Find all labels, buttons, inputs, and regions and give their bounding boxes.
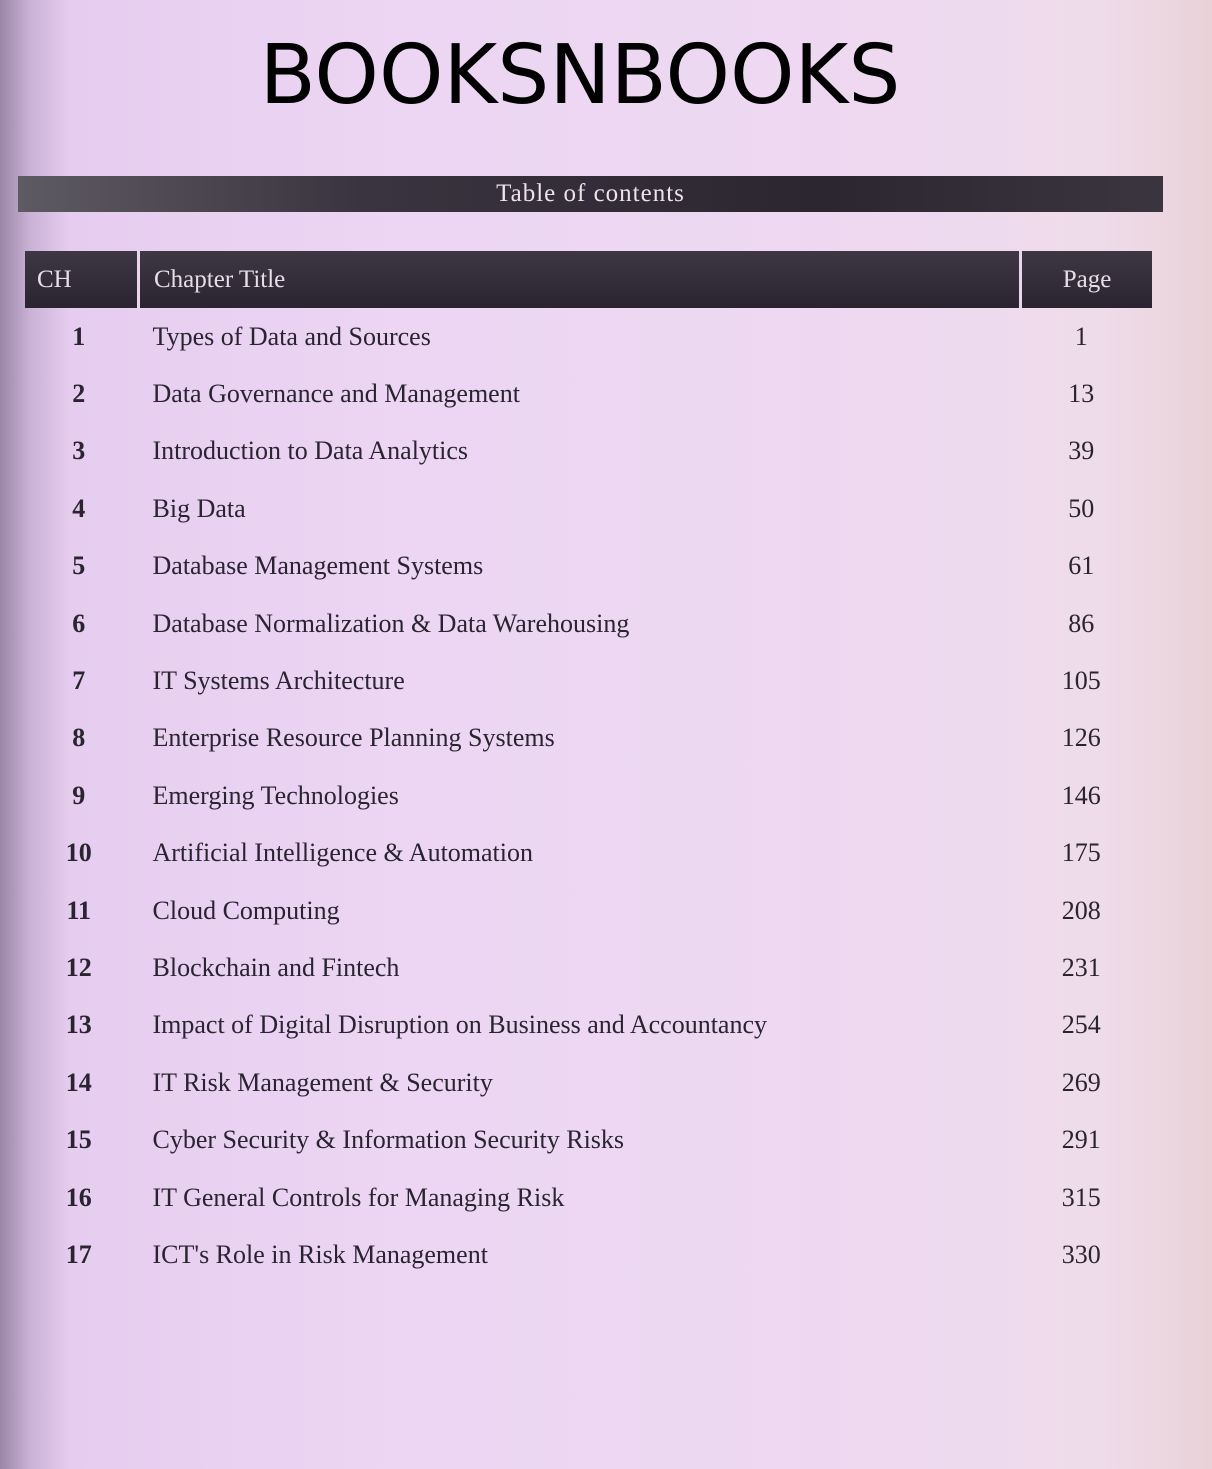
table-row bbox=[25, 825, 1152, 882]
chapter-number: 14 bbox=[65, 1067, 92, 1097]
chapter-page: 86 bbox=[1068, 608, 1095, 638]
chapter-title: Database Normalization & Data Warehousing bbox=[152, 608, 630, 638]
table-row bbox=[25, 480, 1152, 537]
chapter-number: 8 bbox=[72, 723, 86, 753]
chapter-title: Cloud Computing bbox=[152, 895, 340, 925]
chapter-page: 291 bbox=[1061, 1125, 1101, 1155]
chapter-number: 13 bbox=[65, 1010, 92, 1040]
chapter-page: 39 bbox=[1068, 436, 1095, 466]
chapter-title: Enterprise Resource Planning Systems bbox=[152, 723, 555, 753]
chapter-page: 146 bbox=[1061, 780, 1101, 810]
chapter-page: 13 bbox=[1068, 379, 1095, 409]
table-row bbox=[25, 595, 1152, 652]
chapter-number: 9 bbox=[72, 780, 86, 810]
chapter-page: 315 bbox=[1061, 1182, 1101, 1212]
table-row bbox=[25, 939, 1152, 996]
chapter-page: 269 bbox=[1061, 1067, 1101, 1097]
table-row bbox=[25, 538, 1152, 595]
chapter-title: Database Management Systems bbox=[152, 551, 484, 581]
table-row bbox=[25, 308, 1152, 365]
chapter-page: 175 bbox=[1061, 838, 1101, 868]
chapter-title: Introduction to Data Analytics bbox=[152, 436, 469, 466]
toc-body bbox=[25, 308, 1152, 1284]
chapter-number: 12 bbox=[65, 952, 92, 982]
chapter-number: 7 bbox=[72, 666, 86, 696]
chapter-title: Data Governance and Management bbox=[152, 379, 520, 409]
table-row bbox=[25, 652, 1152, 709]
chapter-page: 61 bbox=[1068, 551, 1095, 581]
chapter-title: Big Data bbox=[152, 493, 246, 523]
chapter-number: 15 bbox=[65, 1125, 92, 1155]
chapter-title: IT Risk Management & Security bbox=[152, 1067, 493, 1097]
chapter-page: 208 bbox=[1061, 895, 1101, 925]
chapter-number: 2 bbox=[72, 379, 86, 409]
chapter-number: 10 bbox=[65, 838, 92, 868]
table-row bbox=[25, 1169, 1152, 1226]
chapter-page: 330 bbox=[1061, 1239, 1101, 1269]
chapter-number: 5 bbox=[72, 551, 86, 581]
chapter-number: 16 bbox=[65, 1182, 92, 1212]
brand-title: BOOKSNBOOKS bbox=[259, 28, 901, 123]
chapter-title: Cyber Security & Information Security Risks bbox=[152, 1125, 625, 1155]
column-header-page: Page bbox=[1021, 251, 1153, 308]
toc-table bbox=[25, 251, 1152, 1284]
chapter-page: 1 bbox=[1074, 321, 1088, 351]
chapter-title: Types of Data and Sources bbox=[152, 321, 431, 351]
chapter-title: Artificial Intelligence & Automation bbox=[152, 838, 534, 868]
toc-header-row bbox=[25, 251, 1152, 308]
chapter-page: 254 bbox=[1061, 1010, 1101, 1040]
chapter-title: Blockchain and Fintech bbox=[152, 952, 400, 982]
chapter-number: 4 bbox=[72, 493, 86, 523]
chapter-number: 11 bbox=[66, 895, 92, 925]
chapter-title: ICT's Role in Risk Management bbox=[152, 1239, 488, 1269]
chapter-title: IT General Controls for Managing Risk bbox=[152, 1182, 565, 1212]
table-row bbox=[25, 1226, 1152, 1283]
table-row bbox=[25, 997, 1152, 1054]
chapter-number: 6 bbox=[72, 608, 86, 638]
column-header-title: Chapter Title bbox=[139, 251, 1021, 308]
table-row bbox=[25, 423, 1152, 480]
chapter-title: IT Systems Architecture bbox=[152, 666, 405, 696]
chapter-page: 105 bbox=[1061, 666, 1101, 696]
table-row bbox=[25, 1054, 1152, 1111]
chapter-title: Emerging Technologies bbox=[152, 780, 399, 810]
chapter-number: 17 bbox=[65, 1239, 92, 1269]
toc-banner: Table of contents bbox=[18, 176, 1163, 212]
chapter-number: 1 bbox=[72, 321, 86, 351]
table-row bbox=[25, 365, 1152, 422]
table-row bbox=[25, 710, 1152, 767]
table-row bbox=[25, 767, 1152, 824]
table-row bbox=[25, 882, 1152, 939]
chapter-page: 231 bbox=[1061, 952, 1101, 982]
chapter-title: Impact of Digital Disruption on Business and Accountancy bbox=[152, 1010, 768, 1040]
column-header-ch: CH bbox=[25, 251, 139, 308]
chapter-page: 50 bbox=[1068, 493, 1095, 523]
table-row bbox=[25, 1111, 1152, 1168]
chapter-number: 3 bbox=[72, 436, 86, 466]
chapter-page: 126 bbox=[1061, 723, 1101, 753]
